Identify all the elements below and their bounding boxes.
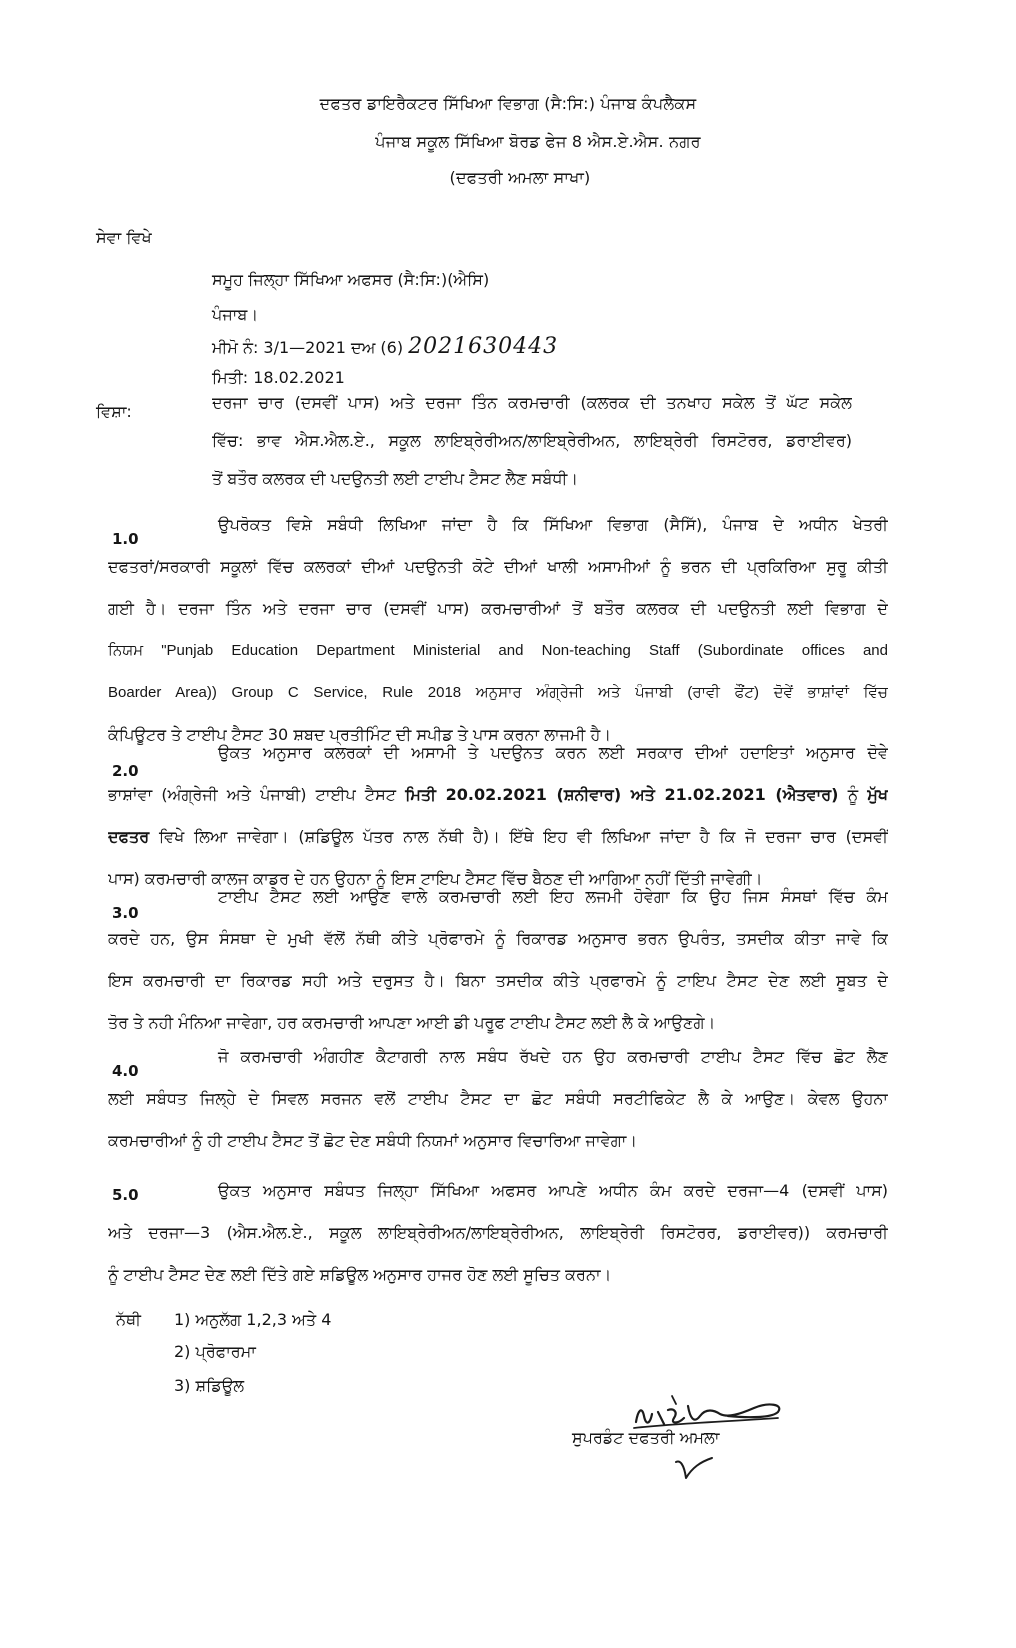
paragraph-line: ਲਈ ਸਬੰਧਤ ਜਿਲ੍ਹੇ ਦੇ ਸਿਵਲ ਸਰਜਨ ਵਲੋਂ ਟਾਈਪ ਟੈਸਟ ਦਾ ਛੋਟ ਸਬੰਧੀ ਸਰਟੀਫਿਕੇਟ ਲੈ ਕੇ ਆਉਣ। ਕੇਵਲ ਉਹਨਾ (108, 1089, 888, 1108)
recipient-state: ਪੰਜਾਬ। (212, 305, 259, 324)
office-word: ਦਫਤਰ (108, 827, 150, 846)
paragraph-line: ਕਰਦੇ ਹਨ, ਉਸ ਸੰਸਥਾ ਦੇ ਮੁਖੀ ਵੱਲੋਂ ਨੱਥੀ ਕੀਤੇ ਪ੍ਰੋਫਾਰਮੇ ਨੂੰ ਰਿਕਾਰਡ ਅਨੁਸਾਰ ਭਰਨ ਉਪਰੰਤ, ਤਸਦੀਕ ਕੀਤਾ ਜਾਵੇ ਕਿ (108, 929, 888, 948)
test-languages-text: ਭਾਸ਼ਾਂਵਾ (ਅੰਗ੍ਰੇਜੀ ਅਤੇ ਪੰਜਾਬੀ) ਟਾਈਪ ਟੈਸਟ (108, 785, 397, 804)
paragraph-line: ਇਸ ਕਰਮਚਾਰੀ ਦਾ ਰਿਕਾਰਡ ਸਹੀ ਅਤੇ ਦਰੁਸਤ ਹੈ। ਬਿਨਾ ਤਸਦੀਕ ਕੀਤੇ ਪ੍ਰਫਾਰਮੇ ਨੂੰ ਟਾਇਪ ਟੈਸਟ ਦੇਣ ਲਈ ਸੂਬਤ ਦੇ (108, 971, 888, 990)
paragraph-5 (108, 1170, 888, 1296)
signatory-title: ਸੁਪਰਡੰਟ ਦਫਤਰੀ ਅਮਲਾ (572, 1428, 720, 1447)
paragraph-line: ਉਕਤ ਅਨੁਸਾਰ ਕਲਰਕਾਂ ਦੀ ਅਸਾਮੀ ਤੇ ਪਦਉਨਤ ਕਰਨ ਲਈ ਸਰਕਾਰ ਦੀਆਂ ਹਦਾਇਤਾਂ ਅਨੁਸਾਰ ਦੋਵੇ (218, 743, 888, 762)
paragraph-3 (108, 876, 888, 1044)
enclosure-item: 2) ਪ੍ਰੋਫਾਰਮਾ (174, 1342, 256, 1361)
enclosure-item: 1) ਅਨੁਲੱਗ 1,2,3 ਅਤੇ 4 (174, 1310, 332, 1329)
paragraph-line: ਜੋ ਕਰਮਚਾਰੀ ਅੰਗਹੀਣ ਕੈਟਾਗਰੀ ਨਾਲ ਸਬੰਧ ਰੱਖਦੇ ਹਨ ਉਹ ਕਰਮਚਾਰੀ ਟਾਈਪ ਟੈਸਟ ਵਿੱਚ ਛੋਟ ਲੈਣ (218, 1047, 888, 1066)
enclosures-label: ਨੱਥੀ (116, 1310, 141, 1329)
paragraph-line: ਉਕਤ ਅਨੁਸਾਰ ਸਬੰਧਤ ਜਿਲ੍ਹਾ ਸਿੱਖਿਆ ਅਫਸਰ ਆਪਣੇ ਅਧੀਨ ਕੰਮ ਕਰਦੇ ਦਰਜਾ—4 (ਦਸਵੀਂ ਪਾਸ) (218, 1181, 888, 1200)
paragraph-line: ਉਪਰੋਕਤ ਵਿਸ਼ੇ ਸਬੰਧੀ ਲਿਖਿਆ ਜਾਂਦਾ ਹੈ ਕਿ ਸਿੱਖਿਆ ਵਿਭਾਗ (ਸੈਸਿੱ), ਪੰਜਾਬ ਦੇ ਅਧੀਨ ਖੇਤਰੀ (218, 515, 888, 534)
paragraph-line: ਪਾਸ) ਕਰਮਚਾਰੀ ਕਾਲਜ ਕਾਡਰ ਦੇ ਹਨ ਉਹਨਾ ਨੂੰ ਇਸ ਟਾਇਪ ਟੈਸਟ ਵਿੱਚ ਬੈਠਣ ਦੀ ਆਗਿਆ ਨਹੀਂ ਦਿੱਤੀ ਜਾਵੇਗੀ। (108, 869, 763, 888)
schedule-text: ਵਿਖੇ ਲਿਆ ਜਾਵੇਗਾ। (ਸ਼ਡਿਊਲ ਪੱਤਰ ਨਾਲ ਨੱਥੀ ਹੈ)। ਇੱਥੇ ਇਹ ਵੀ ਲਿਖਿਆ ਜਾਂਦਾ ਹੈ ਕਿ ਜੋ ਦਰਜਾ ਚਾਰ (ਦਸਵੀਂ (158, 827, 888, 846)
paragraph-number: 4.0 (112, 1062, 139, 1080)
paragraph-line: ਕਰਮਚਾਰੀਆਂ ਨੂੰ ਹੀ ਟਾਈਪ ਟੈਸਟ ਤੋਂ ਛੋਟ ਦੇਣ ਸਬੰਧੀ ਨਿਯਮਾਂ ਅਨੁਸਾਰ ਵਿਚਾਰਿਆ ਜਾਵੇਗਾ। (108, 1131, 638, 1150)
paragraph-number: 3.0 (112, 904, 139, 922)
paragraph-number: 1.0 (112, 530, 139, 548)
paragraph-2 (108, 732, 888, 900)
memo-handwritten-number: 2021630443 (408, 334, 559, 359)
recipient: ਸਮੂਹ ਜਿਲ੍ਹਾ ਸਿੱਖਿਆ ਅਫਸਰ (ਸੈ:ਸਿ:)(ਐਸਿ) (212, 270, 490, 289)
paragraph-line (108, 816, 888, 858)
paragraph-line: ਗਈ ਹੈ। ਦਰਜਾ ਤਿੰਨ ਅਤੇ ਦਰਜਾ ਚਾਰ (ਦਸਵੀਂ ਪਾਸ) ਕਰਮਚਾਰੀਆਂ ਤੋਂ ਬਤੌਰ ਕਲਰਕ ਦੀ ਪਦਉਨਤੀ ਲਈ ਵਿਭਾਗ ਦੇ (108, 599, 888, 618)
paragraph-line: Boarder Area)) Group C Service, Rule 2018 ਅਨੁਸਾਰ ਅੰਗ੍ਰੇਜੀ ਅਤੇ ਪੰਜਾਬੀ (ਰਾਵੀ ਫੌਂਟ) ਦੋਵੇਂ ਭਾਸ਼ਾਂਵਾਂ ਵਿੱਚ (108, 684, 888, 701)
paragraph-1 (108, 504, 888, 756)
memo-label: ਮੀਮੋ ਨੰ: 3/1—2021 ਦਅ (6) (212, 338, 404, 357)
paragraph-line: ਨੂੰ ਟਾਈਪ ਟੈਸਟ ਦੇਣ ਲਈ ਦਿੱਤੇ ਗਏ ਸ਼ਡਿਊਲ ਅਨੁਸਾਰ ਹਾਜਰ ਹੋਣ ਲਈ ਸੂਚਿਤ ਕਰਨਾ। (108, 1265, 612, 1284)
header-address-line: ਪੰਜਾਬ ਸਕੂਲ ਸਿੱਖਿਆ ਬੋਰਡ ਫੇਜ 8 ਐਸ.ਏ.ਐਸ. ਨਗਰ (375, 132, 701, 151)
subject-line: ਤੋਂ ਬਤੌਰ ਕਲਰਕ ਦੀ ਪਦਉਨਤੀ ਲਈ ਟਾਈਪ ਟੈਸਟ ਲੈਣ ਸਬੰਧੀ। (212, 469, 579, 488)
enclosure-item: 3) ਸ਼ਡਿਊਲ (174, 1376, 245, 1395)
test-dates: ਮਿਤੀ 20.02.2021 (ਸ਼ਨੀਵਾਰ) ਅਤੇ 21.02.2021 (ਐਤਵਾਰ) (405, 785, 839, 804)
paragraph-line: ਨਿਯਮ "Punjab Education Department Ministerial and Non-teaching Staff (Subordinate offices and (108, 642, 888, 659)
paragraph-line: ਕੰਪਿਊਟਰ ਤੇ ਟਾਈਪ ਟੈਸਟ 30 ਸ਼ਬਦ ਪ੍ਰਤੀਮਿੰਟ ਦੀ ਸਪੀਡ ਤੇ ਪਾਸ ਕਰਨਾ ਲਾਜਮੀ ਹੈ। (108, 725, 612, 744)
subject-label: ਵਿਸ਼ਾ: (96, 402, 132, 421)
paragraph-number: 2.0 (112, 762, 139, 780)
memo-date: ਮਿਤੀ: 18.02.2021 (212, 368, 345, 387)
initial-mark (672, 1454, 716, 1486)
paragraph-line: ਟਾਈਪ ਟੈਸਟ ਲਈ ਆਉਣ ਵਾਲੇ ਕਰਮਚਾਰੀ ਲਈ ਇਹ ਲਜਮੀ ਹੋਵੇਗਾ ਕਿ ਉਹ ਜਿਸ ਸੰਸਥਾਂ ਵਿੱਚ ਕੰਮ (218, 887, 888, 906)
subject-text (212, 384, 852, 498)
paragraph-line: ਤੋਰ ਤੇ ਨਹੀ ਮੰਨਿਆ ਜਾਵੇਗਾ, ਹਰ ਕਰਮਚਾਰੀ ਆਪਣਾ ਆਈ ਡੀ ਪਰੂਫ ਟਾਈਪ ਟੈਸਟ ਲਈ ਲੈ ਕੇ ਆਉਣਗੇ। (108, 1013, 716, 1032)
paragraph-line: ਅਤੇ ਦਰਜਾ—3 (ਐਸ.ਐਲ.ਏ., ਸਕੂਲ ਲਾਇਬ੍ਰੇਰੀਅਨ/ਲਾਇਬ੍ਰੇਰੀਅਨ, ਲਾਇਬ੍ਰੇਰੀ ਰਿਸਟੋਰਰ, ਡਰਾਈਵਰ)) ਕਰਮਚਾਰੀ (108, 1223, 888, 1242)
memo-number (212, 334, 558, 359)
paragraph-line (108, 774, 888, 816)
paragraph-4 (108, 1036, 888, 1162)
header-office-line: ਦਫਤਰ ਡਾਇਰੈਕਟਰ ਸਿੱਖਿਆ ਵਿਭਾਗ (ਸੈ:ਸਿ:) ਪੰਜਾਬ ਕੰਪਲੈਕਸ (319, 94, 697, 113)
seva-vikhe: ਸੇਵਾ ਵਿਖੇ (96, 228, 152, 247)
subject-line: ਦਰਜਾ ਚਾਰ (ਦਸਵੀਂ ਪਾਸ) ਅਤੇ ਦਰਜਾ ਤਿੰਨ ਕਰਮਚਾਰੀ (ਕਲਰਕ ਦੀ ਤਨਖਾਹ ਸਕੇਲ ਤੋਂ ਘੱਟ ਸਕੇਲ (212, 393, 852, 412)
subject-line: ਵਿੱਚ: ਭਾਵ ਐਸ.ਐਲ.ਏ., ਸਕੂਲ ਲਾਇਬ੍ਰੇਰੀਅਨ/ਲਾਇਬ੍ਰੇਰੀਅਨ, ਲਾਇਬ੍ਰੇਰੀ ਰਿਸਟੋਰਰ, ਡਰਾਈਵਰ) (212, 431, 852, 450)
paragraph-number: 5.0 (112, 1186, 139, 1204)
main-word: ਮੁੱਖ (867, 785, 888, 804)
header-branch-line: (ਦਫਤਰੀ ਅਮਲਾ ਸਾਖਾ) (449, 168, 591, 187)
connector-text: ਨੂੰ (847, 785, 859, 804)
paragraph-line: ਦਫਤਰਾਂ/ਸਰਕਾਰੀ ਸਕੂਲਾਂ ਵਿੱਚ ਕਲਰਕਾਂ ਦੀਆਂ ਪਦਉਨਤੀ ਕੋਟੇ ਦੀਆਂ ਖਾਲੀ ਅਸਾਮੀਆਂ ਨੂੰ ਭਰਨ ਦੀ ਪ੍ਰਕਿਰਿਆ ਸੁਰੂ ਕੀਤੀ (108, 557, 888, 576)
